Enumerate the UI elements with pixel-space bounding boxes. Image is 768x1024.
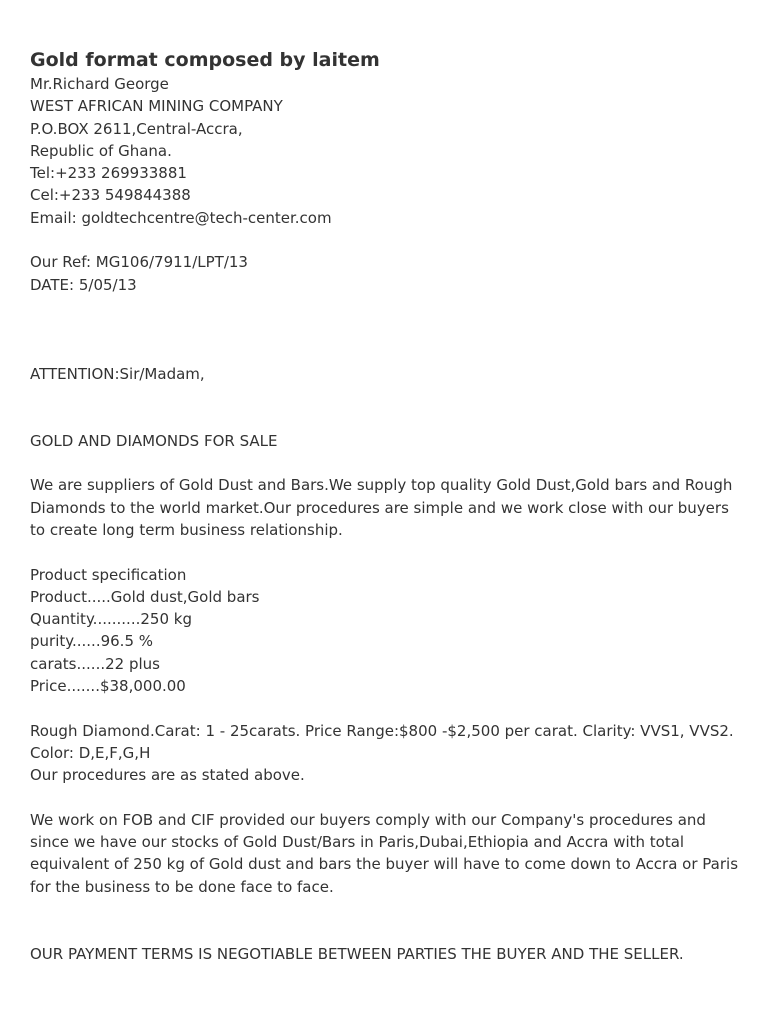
sender-name: Mr.Richard George [30,75,169,93]
payment-terms: OUR PAYMENT TERMS IS NEGOTIABLE BETWEEN PARTIES THE BUYER AND THE SELLER. [30,944,684,963]
diamond-block [30,720,738,787]
spec-purity: purity......96.5 % [30,632,154,651]
sender-email: Email: goldtechcentre@tech-center.com [30,208,332,227]
spec-price: Price.......$38,000.00 [30,677,186,696]
reference-block [30,251,738,296]
spec-product: Product.....Gold dust,Gold bars [30,587,260,606]
document-title: Gold format composed by laitem [30,49,380,71]
spec-carats: carats......22 plus [30,654,160,673]
sender-block [30,73,738,229]
terms-paragraph: We work on FOB and CIF provided our buyers comply with our Company's procedures and since we have our stocks of Gold Dust/Bars in Paris,Dubai,Ethiopia and Accra with total equivalent of 250 kg of Gold dust and bars the buyer will have to come down to Accra or Paris for the business to be done face to face. [30,810,739,896]
diamond-details: Rough Diamond.Carat: 1 - 25carats. Price Range:$800 -$2,500 per carat. Clarity: VVS1, VVS2. [30,721,734,740]
intro-paragraph: We are suppliers of Gold Dust and Bars.We supply top quality Gold Dust,Gold bars and Rough Diamonds to the world market.Our procedures are simple and we work close with our buyers to create long term business relationship. [30,476,733,539]
subject-line: GOLD AND DIAMONDS FOR SALE [30,431,278,450]
reference-number: Our Ref: MG106/7911/LPT/13 [30,253,248,272]
sender-company: WEST AFRICAN MINING COMPANY [30,97,283,116]
diamond-color: Color: D,E,F,G,H [30,743,151,762]
sender-pobox: P.O.BOX 2611,Central-Accra, [30,119,243,138]
diamond-procedures: Our procedures are as stated above. [30,766,305,785]
sender-country: Republic of Ghana. [30,141,172,160]
spec-quantity: Quantity..........250 kg [30,610,192,629]
attention-line: ATTENTION:Sir/Madam, [30,364,205,383]
spec-heading: Product specification [30,565,187,584]
reference-date: DATE: 5/05/13 [30,275,137,294]
sender-cel: Cel:+233 549844388 [30,186,191,205]
product-specification [30,564,738,698]
sender-tel: Tel:+233 269933881 [30,164,187,183]
